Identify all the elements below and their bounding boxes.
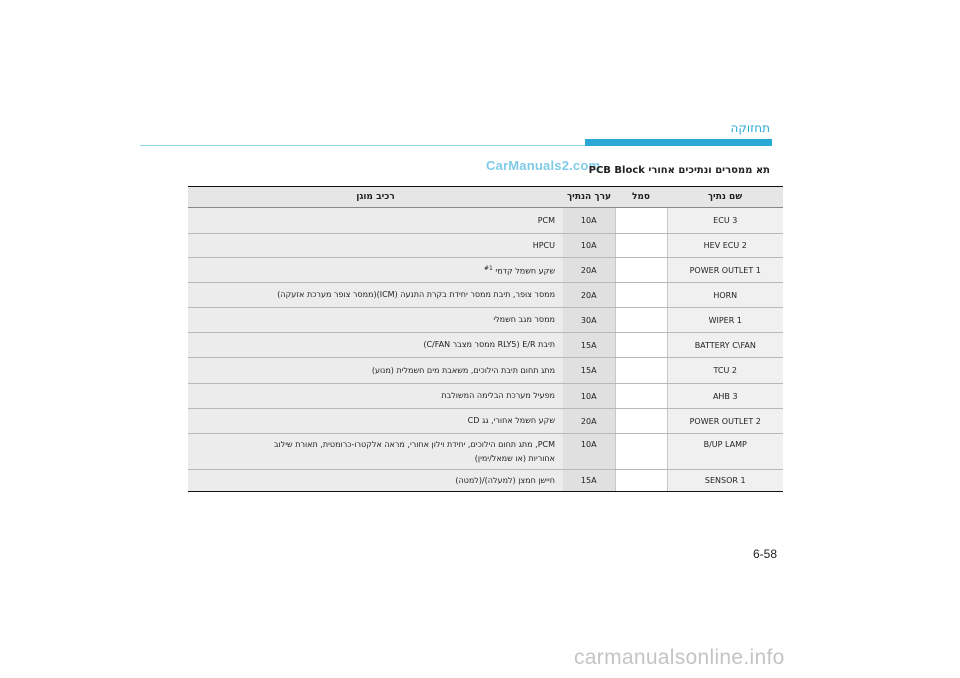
fuse-name: HORN: [667, 283, 783, 308]
fuse-symbol-cell: [615, 409, 667, 434]
fuse-rating: 10A: [563, 434, 615, 470]
fuse-symbol-cell: [615, 234, 667, 258]
table-row: [188, 434, 783, 470]
column-header-rating: ערך הנתיך: [563, 187, 615, 208]
table-row: [188, 409, 783, 434]
column-header-protected-component: רכיב מוגן: [188, 187, 563, 208]
fuse-symbol-cell: [615, 384, 667, 409]
protected-component: HPCU: [188, 234, 563, 258]
fuse-name: POWER OUTLET 2: [667, 409, 783, 434]
fuse-symbol-cell: [615, 470, 667, 492]
fuse-name: ECU 3: [667, 208, 783, 234]
table-row: [188, 384, 783, 409]
column-header-symbol: סמל: [615, 187, 667, 208]
table-row: [188, 358, 783, 384]
fuse-rating: 10A: [563, 208, 615, 234]
table-row: [188, 234, 783, 258]
fuse-rating: 20A: [563, 258, 615, 283]
fuse-name: B/UP LAMP: [667, 434, 783, 470]
fuse-name: HEV ECU 2: [667, 234, 783, 258]
table-row: [188, 470, 783, 492]
fuse-name: BATTERY C\FAN: [667, 333, 783, 358]
component-text: שקע חשמל קדמי: [495, 266, 555, 276]
fuse-symbol-cell: [615, 258, 667, 283]
protected-component: תיבת E/R (RLY5 ממסר מצבר C/FAN): [188, 333, 563, 358]
protected-component: ממסר צופר, תיבת ממסר יחידת בקרת התנעה (ICM)(ממסר צופר מערכת אזעקה): [188, 283, 563, 308]
fuse-rating: 10A: [563, 384, 615, 409]
table-row: [188, 258, 783, 283]
protected-component: שקע חשמל אחורי, גג CD: [188, 409, 563, 434]
fuse-symbol-cell: [615, 208, 667, 234]
table-row: [188, 308, 783, 333]
fuse-symbol-cell: [615, 333, 667, 358]
fuse-name: POWER OUTLET 1: [667, 258, 783, 283]
fuse-table: [188, 186, 783, 492]
table-row: [188, 333, 783, 358]
section-title: תחזוקה: [730, 121, 770, 135]
component-line-2: אחוריות (או שמאל/ימין): [474, 453, 555, 463]
table-header-row: [188, 187, 783, 208]
fuse-rating: 15A: [563, 333, 615, 358]
fuse-rating: 20A: [563, 409, 615, 434]
protected-component: PCM: [188, 208, 563, 234]
component-line-1: PCM, מתג תחום הילוכים, יחידת וילון אחורי, מראה אלקטרו-כרומטית, תאורת שילוב: [273, 439, 555, 449]
fuse-name: AHB 3: [667, 384, 783, 409]
fuse-name: SENSOR 1: [667, 470, 783, 492]
fuse-rating: 15A: [563, 358, 615, 384]
header-accent-bar: [585, 139, 772, 146]
fuse-symbol-cell: [615, 358, 667, 384]
fuse-symbol-cell: [615, 283, 667, 308]
footnote-marker: #1: [484, 264, 493, 272]
column-header-fuse-name: שם נתיך: [667, 187, 783, 208]
fuse-rating: 15A: [563, 470, 615, 492]
fuse-rating: 30A: [563, 308, 615, 333]
fuse-symbol-cell: [615, 308, 667, 333]
table-row: [188, 208, 783, 234]
header-rule: [140, 145, 585, 146]
protected-component: [188, 258, 563, 283]
protected-component: [188, 434, 563, 470]
protected-component: מפעיל מערכת הבלימה המשולבת: [188, 384, 563, 409]
fuse-name: WIPER 1: [667, 308, 783, 333]
fuse-rating: 10A: [563, 234, 615, 258]
fuse-rating: 20A: [563, 283, 615, 308]
footer-watermark: carmanualsonline.info: [574, 646, 785, 669]
protected-component: מתג תחום תיבת הילוכים, משאבת מים חשמלית (מנוע): [188, 358, 563, 384]
protected-component: ממסר מגב חשמלי: [188, 308, 563, 333]
protected-component: חיישן חמצן (למעלה)/(למטה): [188, 470, 563, 492]
table-row: [188, 283, 783, 308]
page-number: 6-58: [753, 547, 778, 561]
fuse-symbol-cell: [615, 434, 667, 470]
table-title: תא ממסרים ונתיכים אחורי PCB Block: [588, 165, 770, 176]
fuse-name: TCU 2: [667, 358, 783, 384]
watermark: CarManuals2.com: [486, 158, 601, 173]
